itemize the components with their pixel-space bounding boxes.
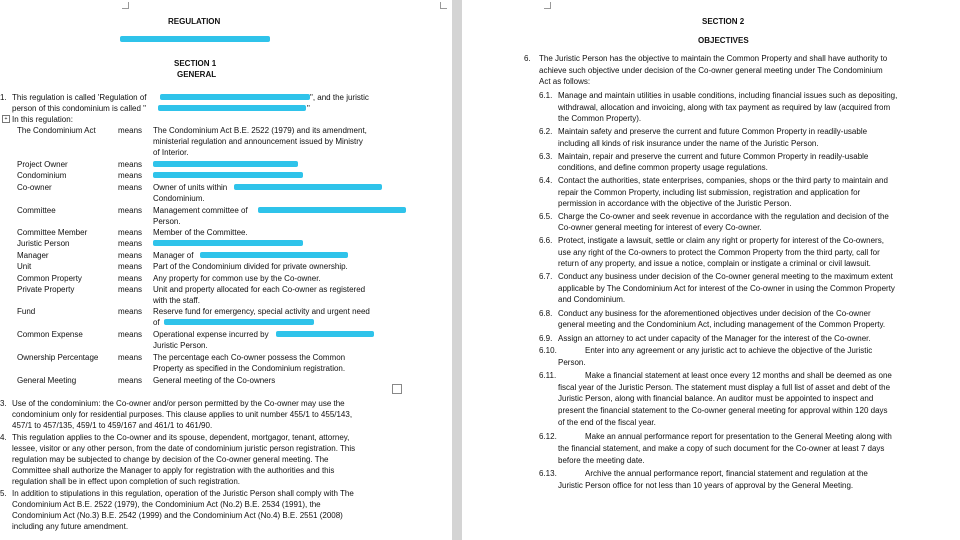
definition-means: means <box>118 183 143 192</box>
definition-means: means <box>118 206 143 215</box>
item-number: 6.9. <box>539 334 553 343</box>
paragraph-5-text: In addition to stipulations in this regulation, operation of the Juristic Person shall comply with The <box>12 489 354 498</box>
definition-term: Private Property <box>17 285 75 294</box>
item-text: Juristic Person office for not less than 10 years of approval by the General Meeting. <box>558 481 854 490</box>
paragraph-4-text: This regulation applies to the Co-owner and its spouse, dependent, mortgagor, tenant, attorney, <box>12 433 350 442</box>
redacted-text <box>200 252 348 258</box>
definition-means: means <box>118 126 143 135</box>
definition-text: Juristic Person. <box>153 341 208 350</box>
definition-text: Member of the Committee. <box>153 228 248 237</box>
definition-means: means <box>118 285 143 294</box>
definition-means: means <box>118 274 143 283</box>
item-text: Conduct any business for the aforementioned objectives under decision of the Co-owner <box>558 309 871 318</box>
item-number: 6.6. <box>539 236 553 245</box>
definition-term: Condominium <box>17 171 67 180</box>
item-text: Make a financial statement at least once every 12 months and shall be deemed as one <box>585 371 892 380</box>
page-corner-mark <box>122 2 129 9</box>
page-corner-mark <box>440 2 447 9</box>
item-text: before the meeting date. <box>558 456 645 465</box>
definition-text: The percentage each Co-owner possess the Common <box>153 353 346 362</box>
redacted-text <box>276 331 374 337</box>
paragraph-6-text: achieve such objective under decision of the Co-owner general meeting under The Condominium <box>539 66 883 75</box>
definition-term: Unit <box>17 262 32 271</box>
item-number: 6.2. <box>539 127 553 136</box>
definition-term: Common Expense <box>17 330 83 339</box>
definition-term: Ownership Percentage <box>17 353 99 362</box>
redacted-text <box>158 105 306 111</box>
item-number: 6.13. <box>539 469 557 478</box>
definition-means: means <box>118 307 143 316</box>
redacted-text <box>164 319 314 325</box>
item-text: general meeting and the Condominium Act, including management of the Common Property. <box>558 320 886 329</box>
definition-text: Reserve fund for emergency, special activity and urgent need <box>153 307 370 316</box>
definition-means: means <box>118 262 143 271</box>
definition-means: means <box>118 251 143 260</box>
paragraph-marker: 3. <box>0 399 7 408</box>
paragraph-4-text: regulation shall be in effect upon completion of such registration. <box>12 477 240 486</box>
paragraph-1-text: " <box>307 104 310 113</box>
definition-term: Fund <box>17 307 36 316</box>
item-text: use any right of the Co-owners to protect the Common Property from the third party, call for <box>558 248 880 257</box>
item-text: Contact the authorities, state enterprises, companies, shops or the third party to maintain and <box>558 176 888 185</box>
redacted-text <box>153 172 303 178</box>
definition-term: Committee Member <box>17 228 88 237</box>
item-text: Archive the annual performance report, financial statement and regulation at the <box>585 469 868 478</box>
item-text: Maintain safety and preserve the current and future Common Property in readily-usable <box>558 127 868 136</box>
item-text: Manage and maintain utilities in usable conditions, including financial issues such as depositing, <box>558 91 898 100</box>
item-text: permission in accordance with the objective of the Juristic Person. <box>558 199 792 208</box>
definition-means: means <box>118 239 143 248</box>
item-text: conditions, and define common property usage regulations. <box>558 163 768 172</box>
paragraph-1-text: ", and the juristic <box>310 93 369 102</box>
paragraph-5-text: including any future amendment. <box>12 522 129 531</box>
paragraph-marker: 4. <box>0 433 7 442</box>
item-number: 6.8. <box>539 309 553 318</box>
definition-text: Person. <box>153 217 181 226</box>
definition-text: Part of the Condominium divided for private ownership. <box>153 262 348 271</box>
section-2-subheading: OBJECTIVES <box>698 36 749 45</box>
redacted-text <box>258 207 406 213</box>
item-text: including all kinds of risk insurance under the name of the Juristic Person. <box>558 139 819 148</box>
paragraph-6-text: Act as follows: <box>539 77 591 86</box>
document-page-left[interactable] <box>0 0 452 540</box>
item-text: Person. <box>558 358 586 367</box>
definition-text: Any property for common use by the Co-owner. <box>153 274 321 283</box>
paragraph-3-text: 457/1 to 457/135, 459/1 to 459/167 and 461/1 to 461/90. <box>12 421 213 430</box>
paragraph-3-text: Use of the condominium: the Co-owner and/or person permitted by the Co-owner may use the <box>12 399 345 408</box>
item-text: return of any property, and issue a notice, complain or instigate a criminal or civil lawsuit. <box>558 259 871 268</box>
definition-term: Manager <box>17 251 49 260</box>
item-number: 6.11. <box>539 371 557 380</box>
item-text: Conduct any business under decision of the Co-owner general meeting to the maximum extent <box>558 272 893 281</box>
paragraph-4-text: regulation may be subjected to change by decision of the Co-owner general meeting. The <box>12 455 329 464</box>
paragraph-marker: 1. <box>0 93 7 102</box>
item-text: of the end of the fiscal year. <box>558 418 656 427</box>
item-text: repair the Common Property, including list submission, registration and application for <box>558 188 861 197</box>
definition-text: Operational expense incurred by <box>153 330 269 339</box>
item-number: 6.7. <box>539 272 553 281</box>
definition-text: of <box>153 318 160 327</box>
definition-means: means <box>118 330 143 339</box>
definition-term: Project Owner <box>17 160 68 169</box>
definition-means: means <box>118 353 143 362</box>
page-corner-mark <box>544 2 551 9</box>
definition-term: Juristic Person <box>17 239 70 248</box>
section-1-subheading: GENERAL <box>177 70 217 79</box>
item-text: present the financial statement to the Co-owner general meeting for approval within 120 days <box>558 406 888 415</box>
item-number: 6.4. <box>539 176 553 185</box>
section-2-heading: SECTION 2 <box>702 17 745 26</box>
definition-text: General meeting of the Co-owners <box>153 376 276 385</box>
page-gap <box>452 0 462 540</box>
regulation-title: REGULATION <box>168 17 221 26</box>
item-text: withdrawal, allocation and invoicing, along with tax payment as required by law (acquired from <box>558 103 891 112</box>
definition-term: Co-owner <box>17 183 52 192</box>
definition-text: Property as specified in the Condominium registration. <box>153 364 346 373</box>
item-text: Charge the Co-owner and seek revenue in accordance with the regulation and decision of the <box>558 212 889 221</box>
item-text: applicable by The Condominium Act for interest of the Co-owner in using the Common Property <box>558 284 895 293</box>
item-text: Co-owner general meeting for interest of every Co-owner. <box>558 223 762 232</box>
redacted-text <box>153 240 303 246</box>
item-number: 6.12. <box>539 432 557 441</box>
paragraph-5-text: Condominium Act (No.3) B.E. 2542 (1999) and the Condominium Act (No.4) B.E. 2551 (2008) <box>12 511 343 520</box>
item-number: 6.10. <box>539 346 557 355</box>
item-text: Make an annual performance report for presentation to the General Meeting along with <box>585 432 892 441</box>
item-text: Enter into any agreement or any juristic act to achieve the objective of the Juristic <box>585 346 873 355</box>
document-page-right[interactable] <box>462 0 960 540</box>
definition-means: means <box>118 228 143 237</box>
redacted-text <box>234 184 382 190</box>
definition-text: Manager of <box>153 251 194 260</box>
definition-text: Unit and property allocated for each Co-owner as registered <box>153 285 366 294</box>
item-text: the Common Property). <box>558 114 642 123</box>
redacted-text <box>153 161 298 167</box>
item-text: the financial statement, and make a copy of such document for the Co-owner at least 7 days <box>558 444 885 453</box>
item-text: Protect, instigate a lawsuit, settle or claim any right or property for interest of the Co-owners, <box>558 236 884 245</box>
item-text: fiscal year of the Juristic Person. The statement must display a full list of asset and debt of the <box>558 383 891 392</box>
item-text: and Condominium. <box>558 295 626 304</box>
item-text: Juristic Person, along with financial balance. An auditor must be appointed to inspect and <box>558 394 874 403</box>
paragraph-marker: 5. <box>0 489 7 498</box>
definition-term: The Condominium Act <box>17 126 96 135</box>
paragraph-5-text: Condominium Act B.E. 2522 (1979), the Condominium Act (No.2) B.E. 2534 (1991), the <box>12 500 321 509</box>
redacted-text <box>160 94 310 100</box>
item-number: 6.5. <box>539 212 553 221</box>
table-resize-handle-icon[interactable] <box>392 384 402 394</box>
paragraph-3-text: condominium only for residential purposes. This clause applies to unit number 455/1 to 455/143, <box>12 410 353 419</box>
table-move-handle-icon[interactable]: + <box>2 115 10 123</box>
paragraph-4-text: lessee, visitor or any other person, from the date of condominium juristic person registration. This <box>12 444 356 453</box>
definition-text: with the staff. <box>153 296 200 305</box>
definition-term: Common Property <box>17 274 82 283</box>
definition-text: The Condominium Act B.E. 2522 (1979) and its amendment, <box>153 126 367 135</box>
definition-text: of Interior. <box>153 148 189 157</box>
definition-means: means <box>118 376 143 385</box>
item-text: Maintain, repair and preserve the current and future Common Property in readily-usable <box>558 152 869 161</box>
redacted-text <box>120 36 270 42</box>
paragraph-2-text: In this regulation: <box>12 115 73 124</box>
definition-text: Management committee of <box>153 206 248 215</box>
item-text: Assign an attorney to act under capacity of the Manager for the interest of the Co-owner. <box>558 334 871 343</box>
paragraph-1-text: person of this condominium is called " <box>12 104 147 113</box>
definition-means: means <box>118 171 143 180</box>
paragraph-6-text: The Juristic Person has the objective to maintain the Common Property and shall have authority to <box>539 54 888 63</box>
definition-text: ministerial regulation and announcement issued by Ministry <box>153 137 363 146</box>
section-1-heading: SECTION 1 <box>174 59 217 68</box>
definition-means: means <box>118 160 143 169</box>
definition-term: Committee <box>17 206 56 215</box>
definition-term: General Meeting <box>17 376 77 385</box>
definition-text: Condominium. <box>153 194 205 203</box>
paragraph-4-text: Committee shall authorize the Manager to apply for registration with the authorities and this <box>12 466 335 475</box>
item-number: 6.1. <box>539 91 553 100</box>
paragraph-1-text: This regulation is called 'Regulation of <box>12 93 147 102</box>
paragraph-marker: 6. <box>524 54 531 63</box>
definition-text: Owner of units within <box>153 183 228 192</box>
item-number: 6.3. <box>539 152 553 161</box>
